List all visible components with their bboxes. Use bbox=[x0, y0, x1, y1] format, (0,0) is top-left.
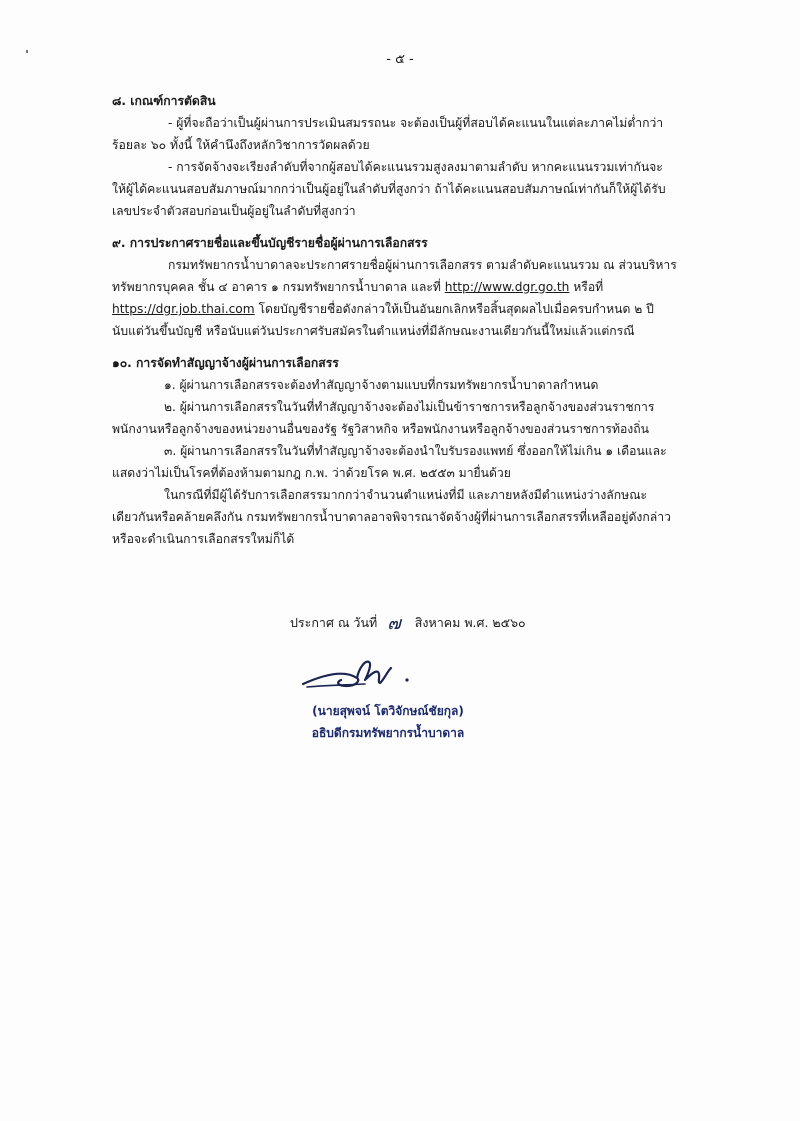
section-8-para-1-line-2: ร้อยละ ๖๐ ทั้งนี้ ให้คำนึงถึงหลักวิชาการวัดผลด้วย bbox=[112, 138, 370, 152]
section-10-item-2-line-2: พนักงานหรือลูกจ้างของหน่วยงานอื่นของรัฐ รัฐวิสาหกิจ หรือพนักงานหรือลูกจ้างของส่วนราชการท้องถิ่น bbox=[112, 422, 649, 436]
document-body bbox=[112, 90, 720, 550]
section-8-para-2-line-1: - การจัดจ้างจะเรียงลำดับที่จากผู้สอบได้คะแนนรวมสูงลงมาตามลำดับ หากคะแนนรวมเท่ากันจะ bbox=[168, 160, 663, 174]
announcement-prefix: ประกาศ ณ วันที่ bbox=[290, 615, 378, 630]
section-10-item-3-line-1: ๓. ผู้ผ่านการเลือกสรรในวันที่ทำสัญญาจ้างจะต้องนำใบรับรองแพทย์ ซึ่งออกให้ไม่เกิน ๑ เดือนและ bbox=[164, 444, 667, 458]
section-10-item-3-line-2: แสดงว่าไม่เป็นโรคที่ต้องห้ามตามกฎ ก.พ. ว่าด้วยโรค พ.ศ. ๒๕๕๓ มายื่นด้วย bbox=[112, 466, 511, 480]
section-9-line-2-tail: หรือที่ bbox=[569, 280, 604, 294]
section-9-line-2-text: ทรัพยากรบุคคล ชั้น ๔ อาคาร ๑ กรมทรัพยากรน้ำบาดาล และที่ bbox=[112, 280, 445, 294]
section-9-heading: ๙. การประกาศรายชื่อและขึ้นบัญชีรายชื่อผู้ผ่านการเลือกสรร bbox=[112, 236, 428, 250]
spacer bbox=[112, 222, 720, 232]
section-10-closing-line-3: หรือจะดำเนินการเลือกสรรใหม่ก็ได้ bbox=[112, 532, 295, 546]
section-9-line-4: นับแต่วันขึ้นบัญชี หรือนับแต่วันประกาศรับสมัครในตำแหน่งที่มีลักษณะงานเดียวกันนี้ใหม่แล้วแต่กรณี bbox=[112, 324, 635, 338]
section-10-heading: ๑๐. การจัดทำสัญญาจ้างผู้ผ่านการเลือกสรร bbox=[112, 356, 339, 370]
signer-name: (นายสุพจน์ โตวิจักษณ์ชัยกุล) bbox=[312, 704, 464, 718]
section-9-line-1: กรมทรัพยากรน้ำบาดาลจะประกาศรายชื่อผู้ผ่านการเลือกสรร ตามลำดับคะแนนรวม ณ ส่วนบริหาร bbox=[168, 258, 677, 272]
section-9-line-3 bbox=[112, 298, 720, 320]
section-8-para-1-line-1: - ผู้ที่จะถือว่าเป็นผู้ผ่านการประเมินสมรรถนะ จะต้องเป็นผู้ที่สอบได้คะแนนในแต่ละภาคไม่ต่ำกว่า bbox=[168, 116, 664, 130]
section-8-para-2-line-3: เลขประจำตัวสอบก่อนเป็นผู้อยู่ในลำดับที่สูงกว่า bbox=[112, 204, 356, 218]
signer-title: อธิบดีกรมทรัพยากรน้ำบาดาล bbox=[311, 726, 465, 740]
section-8-heading: ๘. เกณฑ์การตัดสิน bbox=[112, 94, 216, 108]
section-9-line-2 bbox=[112, 276, 720, 298]
dgr-website-link[interactable]: http://www.dgr.go.th bbox=[444, 280, 570, 294]
signer-block bbox=[268, 700, 508, 744]
section-10-closing-line-2: เดียวกันหรือคล้ายคลึงกัน กรมทรัพยากรน้ำบาดาลอาจพิจารณาจัดจ้างผู้ที่ผ่านการเลือกสรรที่เหลืออยู่ดังกล่าว bbox=[112, 510, 671, 524]
section-10-closing-line-1: ในกรณีที่มีผู้ได้รับการเลือกสรรมากกว่าจำนวนตำแหน่งที่มี และภายหลังมีตำแหน่งว่างลักษณะ bbox=[164, 488, 648, 502]
announcement-date bbox=[290, 608, 526, 637]
section-10-item-2-line-1: ๒. ผู้ผ่านการเลือกสรรในวันที่ทำสัญญาจ้างจะต้องไม่เป็นข้าราชการหรือลูกจ้างของส่วนราชการ bbox=[164, 400, 655, 414]
section-9-line-3-text: โดยบัญชีรายชื่อดังกล่าวให้เป็นอันยกเลิกหรือสิ้นสุดผลไปเมื่อครบกำหนด ๒ ปี bbox=[254, 302, 654, 316]
dgr-job-website-link[interactable]: https://dgr.job.thai.com bbox=[112, 302, 255, 316]
section-8-para-2-line-2: ให้ผู้ได้คะแนนสอบสัมภาษณ์มากกว่าเป็นผู้อยู่ในลำดับที่สูงกว่า ถ้าได้คะแนนสอบสัมภาษณ์เท่ากันก็ให้ผู้ได้รับ bbox=[112, 182, 666, 196]
handwritten-signature bbox=[295, 650, 425, 700]
announcement-suffix: สิงหาคม พ.ศ. ๒๕๖๐ bbox=[414, 615, 526, 630]
section-10-item-1: ๑. ผู้ผ่านการเลือกสรรจะต้องทำสัญญาจ้างตามแบบที่กรมทรัพยากรน้ำบาดาลกำหนด bbox=[164, 378, 599, 392]
handwritten-day: ๗ bbox=[387, 613, 401, 634]
spacer bbox=[112, 342, 720, 352]
page-number: - ๕ - bbox=[386, 52, 414, 67]
